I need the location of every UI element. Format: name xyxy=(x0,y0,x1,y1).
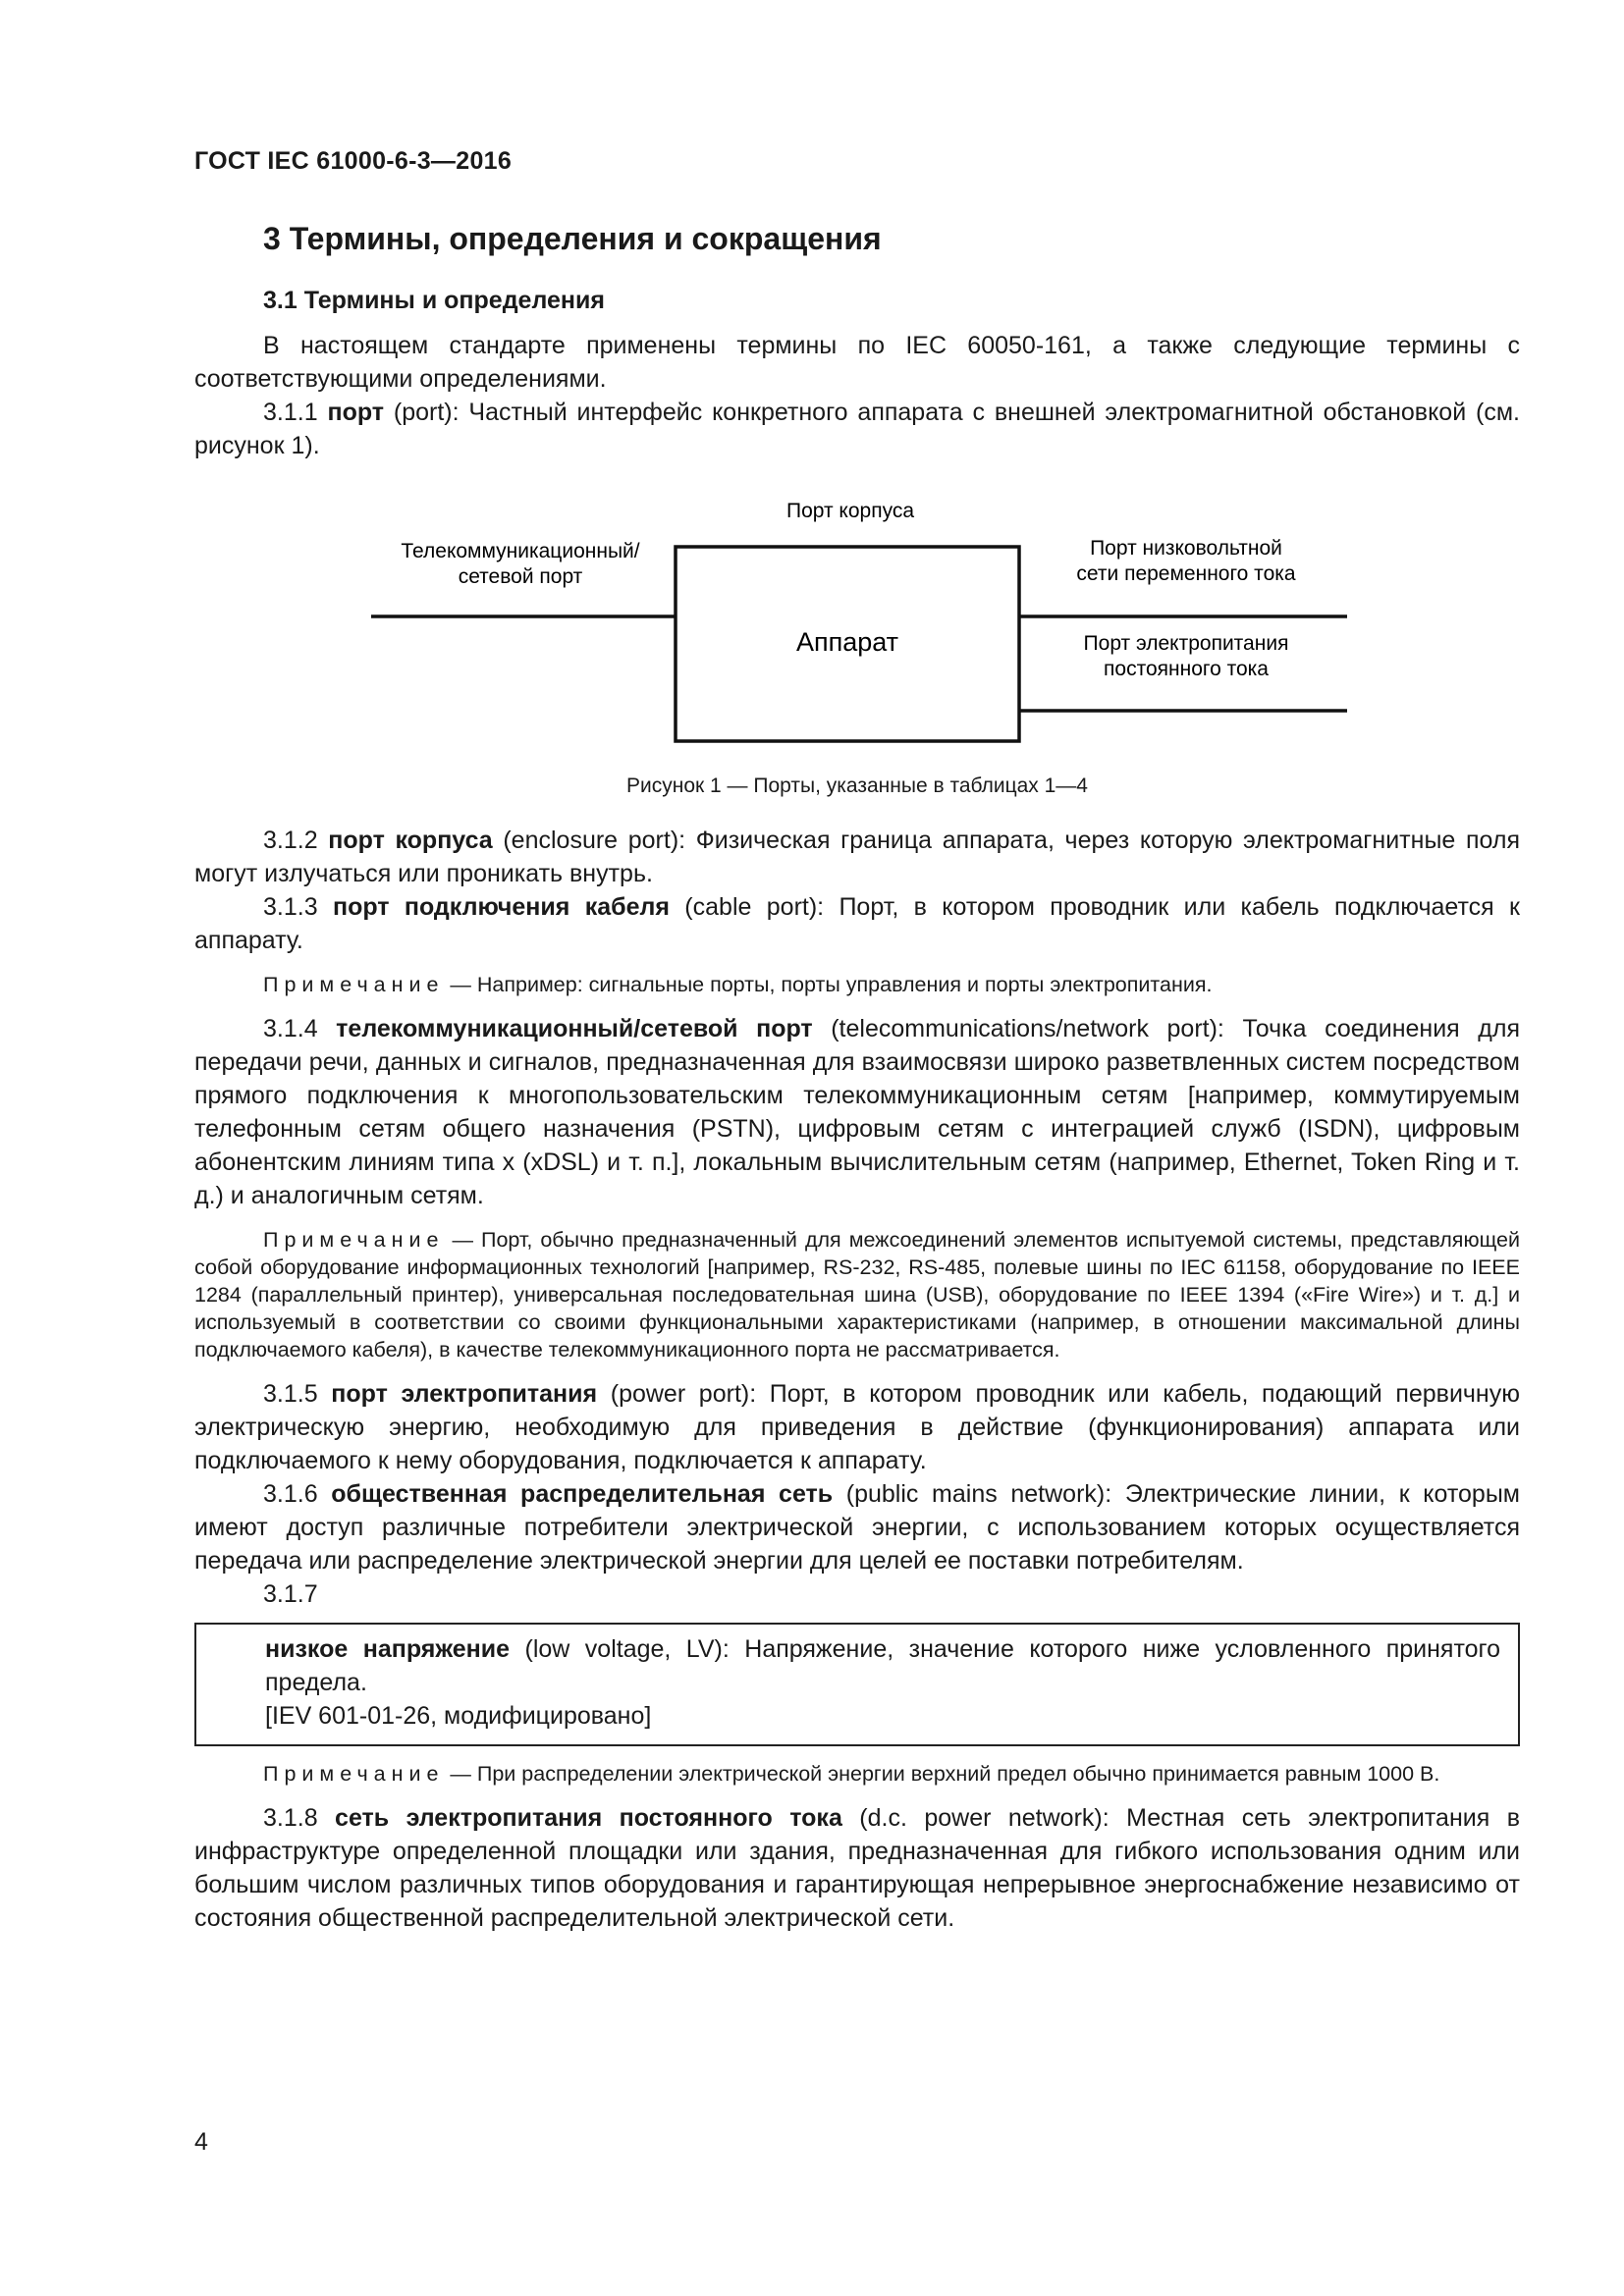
term-3-1-7-box xyxy=(194,1623,1520,1746)
section-title: 3 Термины, определения и сокращения xyxy=(263,221,882,256)
term-definition: (power port): Порт, в котором проводник или кабель, подающий первичную электрическую энергию, необходимую для приведения в действие (функционирования) аппарата или подключаемого к нему оборудования, подключается к аппарату. xyxy=(194,1380,1520,1474)
ports-diagram xyxy=(194,488,1520,753)
term-definition: (d.c. power network): Местная сеть электропитания в инфраструктуре определенной площадки или здания, предназначенная для гибкого использования одним или большим числом различных типов оборудования и гарантирующая непрерывное энергоснабжение независимо от состояния общественной распределительной электрической сети. xyxy=(194,1804,1520,1932)
subsection-title: 3.1 Термины и определения xyxy=(263,287,605,314)
term-3-1-6 xyxy=(194,1477,1520,1577)
term-name: телекоммуникационный/сетевой порт xyxy=(336,1015,813,1042)
term-definition: (enclosure port): Физическая граница аппарата, через которую электромагнитные поля могут излучаться или проникать внутрь. xyxy=(194,827,1520,887)
term-3-1-4 xyxy=(194,1012,1520,1212)
term-name: низкое напряжение xyxy=(265,1635,511,1663)
telecom-port-label-1: Телекоммуникационный/ xyxy=(401,540,640,562)
term-name: порт подключения кабеля xyxy=(332,893,670,921)
term-3-1-5 xyxy=(194,1377,1520,1477)
term-definition: (port): Частный интерфейс конкретного аппарата с внешней электромагнитной обстановкой (см. рисунок 1). xyxy=(194,399,1520,459)
term-name: порт xyxy=(327,399,385,426)
note-label: Примечание xyxy=(263,1762,445,1786)
term-name: общественная распределительная сеть xyxy=(331,1480,834,1508)
term-definition: (telecommunications/network port): Точка соединения для передачи речи, данных и сигналов, предназначенная для взаимосвязи широко разветвленных систем посредством прямого подключения к многопользовательским телекоммуникационным сетям [например, коммутируемым телефонным сетям общего назначения (PSTN), цифровым сетям с интеграцией служб (ISDN), цифровым абонентским линиям типа x (xDSL) и т. п.], локальным вычислительным сетям (например, Ethernet, Token Ring и т. д.) и аналогичным сетям. xyxy=(194,1015,1520,1209)
term-3-1-7-number: 3.1.7 xyxy=(263,1580,318,1608)
note-text: — При распределении электрической энергии верхний предел обычно принимается равным 1000 В. xyxy=(444,1762,1440,1786)
term-definition: (cable port): Порт, в котором проводник или кабель подключается к аппарату. xyxy=(194,893,1520,954)
content-column xyxy=(194,221,1520,1935)
term-3-1-3 xyxy=(194,890,1520,957)
document-header: ГОСТ IEC 61000-6-3—2016 xyxy=(194,147,513,175)
term-name: порт корпуса xyxy=(328,827,493,854)
term-number: 3.1.1 xyxy=(263,399,328,426)
note-label: Примечание xyxy=(263,973,445,996)
note-text: — Например: сигнальные порты, порты управления и порты электропитания. xyxy=(444,973,1213,996)
term-3-1-7-definition xyxy=(265,1632,1500,1699)
term-number: 3.1.4 xyxy=(263,1015,337,1042)
term-3-1-1 xyxy=(194,396,1520,462)
note-1 xyxy=(194,971,1520,998)
note-label: Примечание xyxy=(263,1228,445,1252)
term-number: 3.1.3 xyxy=(263,893,333,921)
term-number: 3.1.8 xyxy=(263,1804,336,1832)
figure-1 xyxy=(194,488,1520,753)
figure-caption: Рисунок 1 — Порты, указанные в таблицах 1—4 xyxy=(626,774,1088,797)
term-number: 3.1.2 xyxy=(263,827,329,854)
term-definition: (public mains network): Электрические линии, к которым имеют доступ различные потребители электрической энергии, с использованием которых осуществляется передача или распределение электрической энергии для целей ее поставки потребителям. xyxy=(194,1480,1520,1575)
term-3-1-8 xyxy=(194,1801,1520,1935)
ac-port-label-2: сети переменного тока xyxy=(1076,562,1296,585)
page-number: 4 xyxy=(194,2128,208,2156)
term-source: [IEV 601-01-26, модифицировано] xyxy=(265,1702,652,1730)
ac-port-label-1: Порт низковольтной xyxy=(1090,537,1282,560)
note-2 xyxy=(194,1226,1520,1363)
term-3-1-2 xyxy=(194,824,1520,890)
note-text: — Порт, обычно предназначенный для межсоединений элементов испытуемой системы, представляющей собой оборудование информационных технологий [например, RS-232, RS-485, полевые шины по IEC 61158, оборудование по IEEE 1284 (параллельный принтер), универсальная последовательная шина (USB), оборудование по IEEE 1394 («Fire Wire») и т. д.] и используемый в соответствии со своими функциональными характеристиками (например, в отношении максимальной длины подключаемого кабеля), в качестве телекоммуникационного порта не рассматривается. xyxy=(194,1228,1520,1362)
dc-port-label-1: Порт электропитания xyxy=(1083,632,1289,655)
term-name: порт электропитания xyxy=(331,1380,598,1408)
note-3 xyxy=(194,1760,1520,1788)
intro-paragraph: В настоящем стандарте применены термины по IEC 60050-161, а также следующие термины с соответствующими определениями. xyxy=(194,332,1520,393)
term-name: сеть электропитания постоянного тока xyxy=(335,1804,842,1832)
enclosure-port-label: Порт корпуса xyxy=(785,500,915,522)
dc-port-label-2: постоянного тока xyxy=(1104,658,1269,680)
telecom-port-label-2: сетевой порт xyxy=(458,565,583,588)
term-number: 3.1.6 xyxy=(263,1480,332,1508)
term-number: 3.1.5 xyxy=(263,1380,332,1408)
term-definition: (low voltage, LV): Напряжение, значение которого ниже условленного принятого предела. xyxy=(265,1635,1500,1696)
apparatus-label: Аппарат xyxy=(795,627,899,657)
